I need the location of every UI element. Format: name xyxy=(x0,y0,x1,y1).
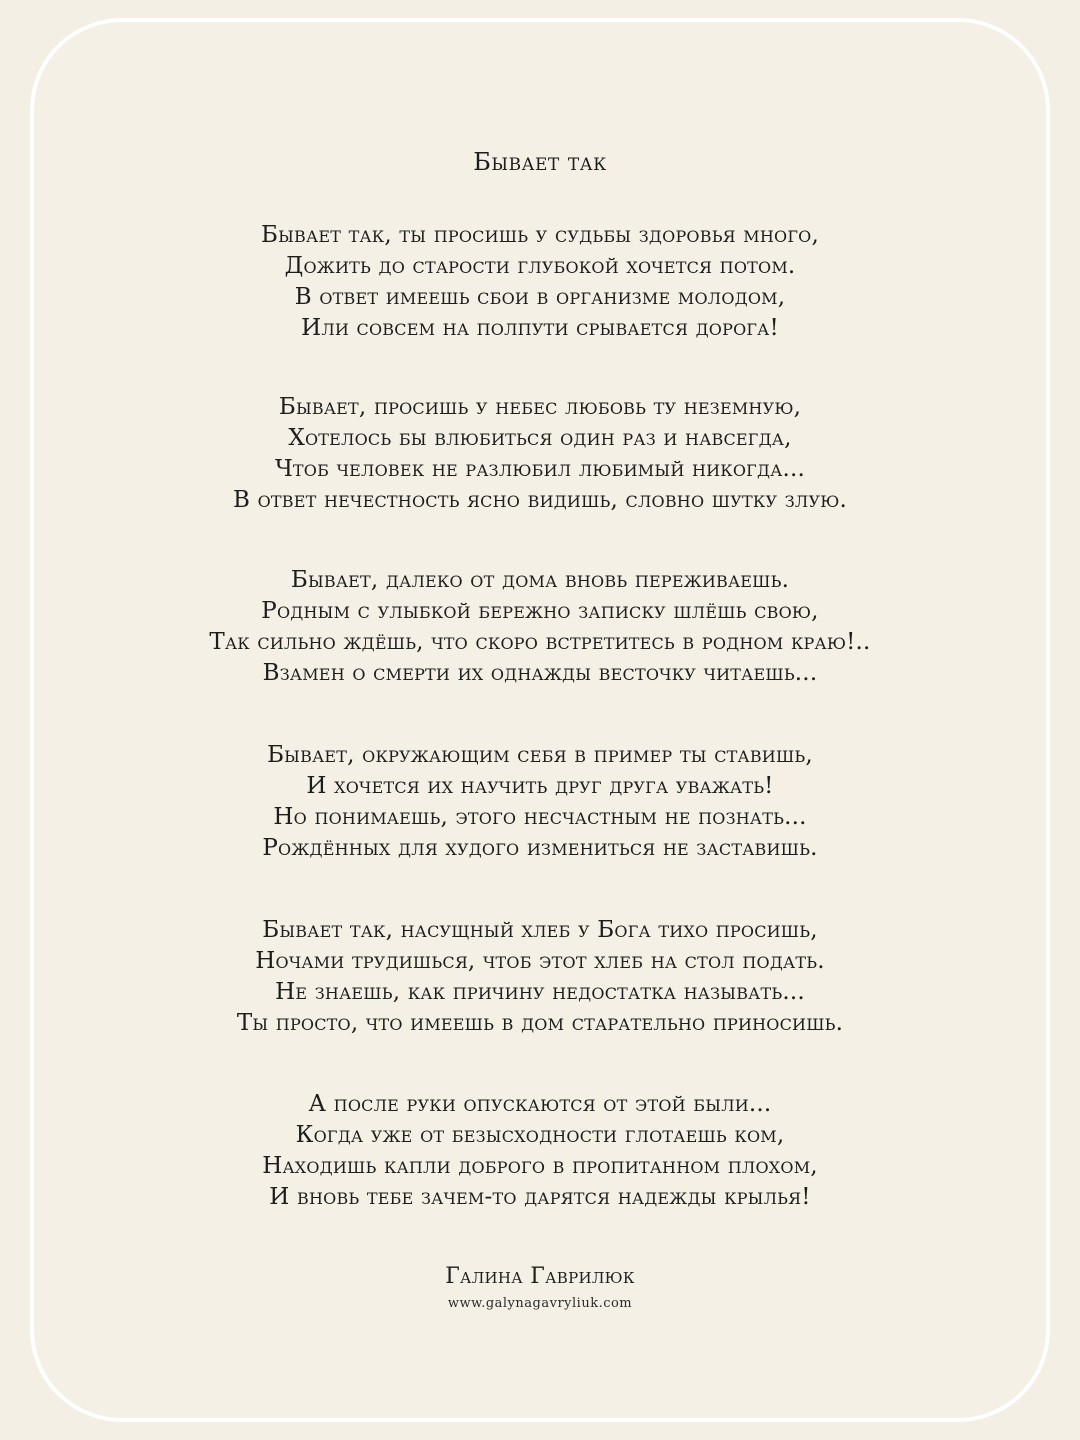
stanza-6 xyxy=(0,1089,1080,1213)
poem-line: И вновь тебе зачем-то дарятся надежды крылья! xyxy=(269,1184,811,1210)
poem-line: Хотелось бы влюбиться один раз и навсегда, xyxy=(288,425,792,451)
poem-line: Не знаешь, как причину недостатка называть... xyxy=(275,979,805,1005)
poem-line: Или совсем на полпути срывается дорога! xyxy=(301,315,779,341)
stanza-5 xyxy=(0,915,1080,1039)
poem-line: А после руки опускаются от этой были... xyxy=(308,1091,772,1117)
author-website: www.galynagavryliuk.com xyxy=(447,1296,633,1311)
poem-line: В ответ нечестность ясно видишь, словно шутку злую. xyxy=(232,487,848,513)
stanza-3 xyxy=(0,565,1080,689)
poem-line: Ты просто, что имеешь в дом старательно приносишь. xyxy=(236,1010,844,1036)
poem-line: Рождённых для худого измениться не заставишь. xyxy=(262,835,818,861)
poem-line: Бывает так, ты просишь у судьбы здоровья много, xyxy=(261,222,819,248)
stanza-4 xyxy=(0,740,1080,864)
poem-line: Родным с улыбкой бережно записку шлёшь свою, xyxy=(261,598,819,624)
author-name: Галина Гаврилюк xyxy=(445,1264,635,1289)
stanza-1 xyxy=(0,220,1080,344)
poem-line: Взамен о смерти их однажды весточку читаешь... xyxy=(262,660,818,686)
poem-line: Чтоб человек не разлюбил любимый никогда... xyxy=(274,456,806,482)
poem-line: Когда уже от безысходности глотаешь ком, xyxy=(295,1122,785,1148)
stanza-2 xyxy=(0,392,1080,516)
poem-line: Ночами трудишься, чтоб этот хлеб на стол подать. xyxy=(255,948,825,974)
poem-line: Но понимаешь, этого несчастным не познать... xyxy=(273,804,807,830)
poem-line: В ответ имеешь сбои в организме молодом, xyxy=(294,284,786,310)
poem-title: Бывает так xyxy=(473,148,607,176)
poem-line: Бывает, окружающим себя в пример ты ставишь, xyxy=(267,742,813,768)
poem-line: Находишь капли доброго в пропитанном плохом, xyxy=(262,1153,818,1179)
poem-line: И хочется их научить друг друга уважать! xyxy=(306,773,774,799)
poem-line: Так сильно ждёшь, что скоро встретитесь в родном краю!.. xyxy=(209,629,871,655)
poem-line: Бывает так, насущный хлеб у Бога тихо просишь, xyxy=(262,917,818,943)
poem-line: Дожить до старости глубокой хочется потом. xyxy=(284,253,796,279)
poem-line: Бывает, далеко от дома вновь переживаешь. xyxy=(290,567,790,593)
poem-line: Бывает, просишь у небес любовь ту неземную, xyxy=(278,394,802,420)
